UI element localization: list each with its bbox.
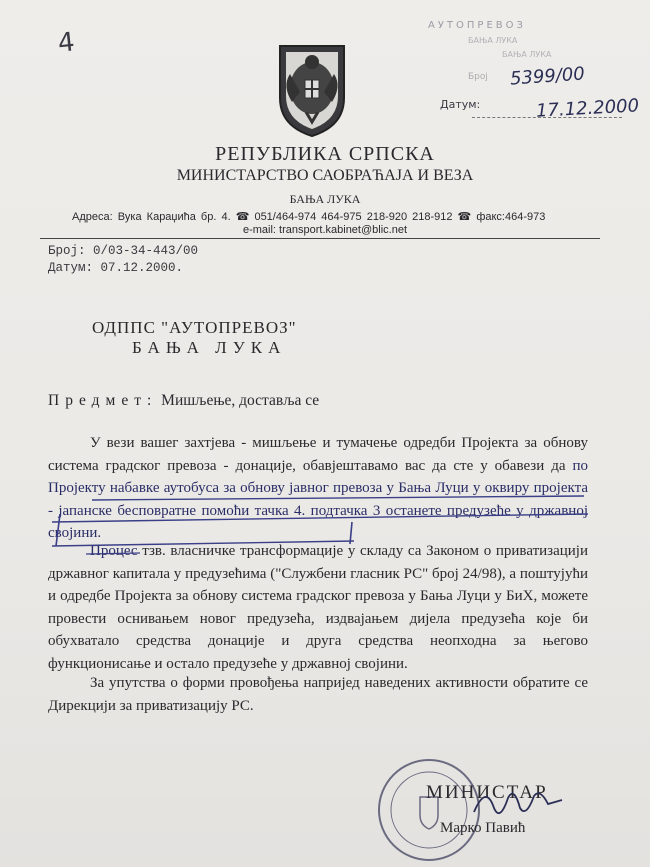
signatory-name: Марко Павић	[440, 820, 526, 836]
letterhead-state: РЕПУБЛИКА СРПСКА	[215, 143, 435, 165]
letterhead-address: Адреса: Вука Караџића бр. 4. ☎ 051/464-974 464-975 218-920 218-912 ☎ факс:464-973	[72, 211, 546, 223]
body-paragraph-1	[48, 432, 588, 545]
stamp-city-line: БАЊА ЛУКА	[468, 36, 518, 45]
reference-date: Датум: 07.12.2000.	[48, 261, 184, 275]
signatory-title: МИНИСТАР	[426, 782, 548, 803]
incoming-registry-stamp	[428, 20, 640, 122]
stamp-number-handwritten: 5399/00	[509, 63, 586, 90]
coat-of-arms-emblem	[272, 40, 352, 140]
subject-text: Мишљење, доставља се	[157, 392, 320, 409]
body-p1-intro: У вези вашег захтјева - мишљење и тумачење одредби Пројекта за обнову система градског превоза - донације, обавјештавамо вас да сте у обавези да	[48, 435, 588, 474]
reference-number: Број: 0/03-34-443/00	[48, 244, 199, 258]
body-paragraph-2	[48, 540, 588, 676]
stamp-number-label: Број	[468, 72, 488, 82]
subject-label: Предмет:	[48, 392, 158, 409]
letterhead-email: e-mail: transport.kabinet@blic.net	[242, 224, 408, 236]
stamp-date-handwritten: 17.12.2000	[535, 95, 640, 122]
letterhead-ministry: МИНИСТАРСТВО САОБРАЋАЈА И ВЕЗА	[176, 167, 474, 184]
body-p2-text: тзв. власничке трансформације у складу са Законом о приватизацији државног капитала у предузећима ("Службени гласник РС" број 24/98), а поштујући и одредбе Пројекта за обнову система градског превоза у Бања Луци у БиХ, можете провести оснивањем новог предузећа, издвајањем дијела предузећа које би обухватало средства донације и друга средства неопходна за његово функционисање и остало предузеће у државној својини.	[48, 543, 588, 672]
stamp-org-line: АУТОПРЕВОЗ	[428, 20, 526, 31]
stamp-underline	[472, 117, 622, 118]
recipient-name: ОДППС "АУТОПРЕВОЗ"	[92, 318, 297, 337]
official-round-seal	[376, 757, 482, 863]
stamp-date-label: Датум:	[440, 98, 481, 111]
letterhead-divider	[40, 238, 600, 239]
handwritten-page-number: 4	[56, 27, 77, 59]
subject-line	[48, 392, 319, 410]
body-paragraph-3	[48, 672, 588, 717]
stamp-city-line-2: БАЊА ЛУКА	[502, 50, 552, 59]
body-p3-text: За упутства о форми провођења напријед наведених активности обратите се Дирекцији за приватизацију РС.	[48, 675, 588, 714]
letterhead-city: БАЊА ЛУКА	[289, 192, 361, 206]
body-p2-underlined-word: Процес	[90, 543, 138, 559]
recipient-city: БАЊА ЛУКА	[132, 338, 287, 357]
body-p1-underlined: по Пројекту набавке аутобуса за обнову јавног превоза у Бања Луци у оквиру пројекта - јапанске бесповратне помоћи тачка 4. подтачка 3 останете предузеће у државној својини.	[48, 457, 588, 542]
